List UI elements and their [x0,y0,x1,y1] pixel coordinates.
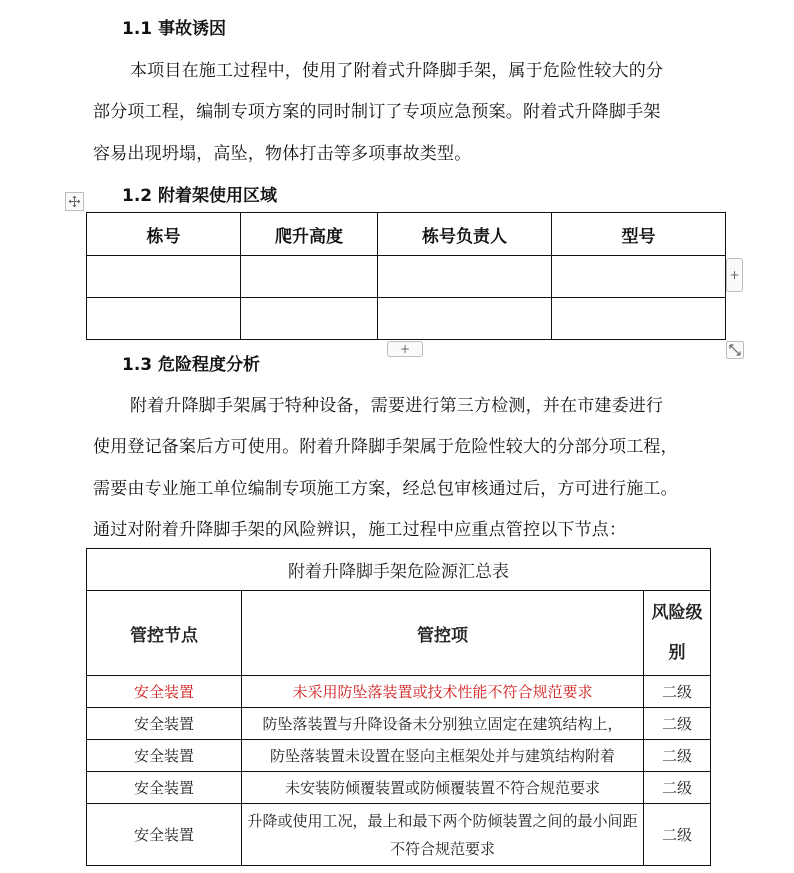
table-cell[interactable] [552,298,726,340]
control-node-cell: 安全装置 [87,676,242,708]
paragraph-line: 使用登记备案后方可使用。附着升降脚手架属于危险性较大的分部分项工程， [93,437,678,457]
table-row [87,676,711,708]
section-heading-1-3: 1.3 危险程度分析 [122,355,261,375]
column-header: 型号 [552,213,726,256]
paragraph-line: 通过对附着升降脚手架的风险辨识，施工过程中应重点管控以下节点： [93,520,627,540]
table-move-handle[interactable] [65,192,84,211]
section-heading-1-2: 1.2 附着架使用区域 [122,186,278,206]
plus-icon: + [399,342,411,356]
table-cell[interactable] [378,298,552,340]
hazard-summary-table [86,548,711,866]
column-header: 栋号负责人 [378,213,552,256]
table-resize-handle[interactable] [726,341,744,359]
control-item-cell: 未采用防坠落装置或技术性能不符合规范要求 [242,676,644,708]
risk-level-cell: 二级 [644,772,711,804]
section-heading-1-1: 1.1 事故诱因 [122,19,227,39]
column-header: 栋号 [87,213,241,256]
usage-area-table [86,212,726,340]
paragraph-line: 部分项工程，编制专项方案的同时制订了专项应急预案。附着式升降脚手架 [93,102,661,122]
add-column-button[interactable] [726,258,743,292]
plus-icon: + [729,268,740,282]
table-caption: 附着升降脚手架危险源汇总表 [87,549,711,591]
table-row [87,804,711,866]
control-item-cell: 未安装防倾覆装置或防倾覆装置不符合规范要求 [242,772,644,804]
paragraph-line: 容易出现坍塌，高坠，物体打击等多项事故类型。 [93,144,472,164]
table-row [87,256,726,298]
risk-level-cell: 二级 [644,676,711,708]
table-cell[interactable] [87,256,241,298]
table-cell[interactable] [552,256,726,298]
add-row-button[interactable] [387,341,423,357]
table-cell[interactable] [241,256,378,298]
control-node-cell: 安全装置 [87,804,242,866]
table-row [87,708,711,740]
column-header: 爬升高度 [241,213,378,256]
control-node-cell: 安全装置 [87,772,242,804]
control-node-cell: 安全装置 [87,740,242,772]
table-cell[interactable] [87,298,241,340]
paragraph-line: 附着升降脚手架属于特种设备，需要进行第三方检测，并在市建委进行 [130,396,664,416]
control-item-cell: 防坠落装置未设置在竖向主框架处并与建筑结构附着 [242,740,644,772]
table-cell[interactable] [241,298,378,340]
control-item-cell: 防坠落装置与升降设备未分别独立固定在建筑结构上， [242,708,644,740]
table-row [87,298,726,340]
risk-level-cell: 二级 [644,740,711,772]
risk-level-cell: 二级 [644,708,711,740]
table-row [87,740,711,772]
control-node-cell: 安全装置 [87,708,242,740]
move-handle-icon [68,195,81,208]
resize-icon [729,344,741,356]
paragraph-line: 需要由专业施工单位编制专项施工方案，经总包审核通过后，方可进行施工。 [93,479,678,499]
column-header: 管控项 [242,591,644,676]
table-row [87,772,711,804]
paragraph-line: 本项目在施工过程中，使用了附着式升降脚手架，属于危险性较大的分 [130,61,664,81]
table-cell[interactable] [378,256,552,298]
risk-level-cell: 二级 [644,804,711,866]
column-header: 管控节点 [87,591,242,676]
control-item-cell: 升降或使用工况，最上和最下两个防倾装置之间的最小间距不符合规范要求 [242,804,644,866]
column-header: 风险级别 [644,591,711,676]
